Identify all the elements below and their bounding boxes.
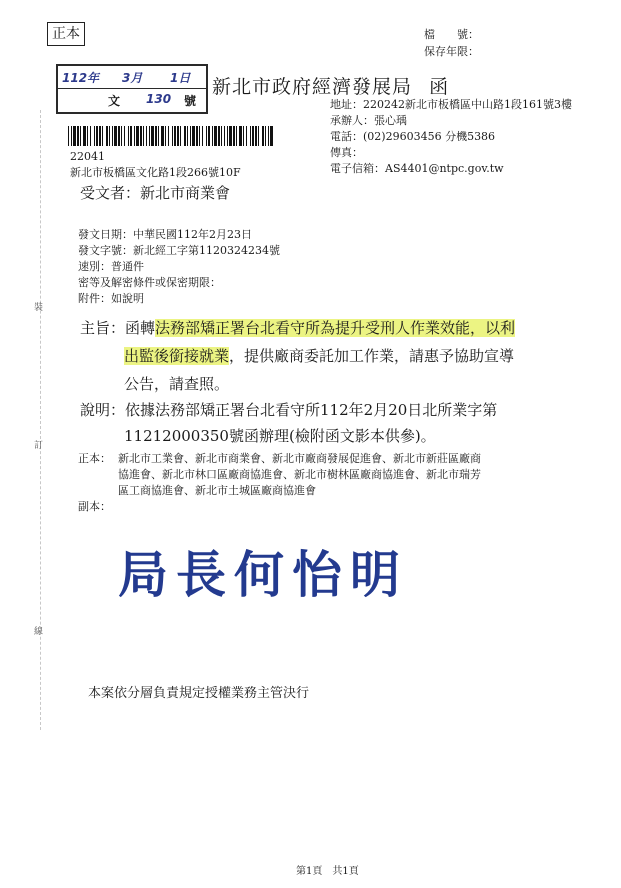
barcode-bar [146,126,147,146]
barcode-bar [68,126,69,146]
retention-period-label: 保存年限： [424,45,479,58]
barcode-bar [168,126,169,146]
barcode-bar [184,126,186,146]
barcode-bar [250,126,251,146]
barcode-bar [136,126,139,146]
receipt-year: 112年 [62,71,100,85]
subject-line-2 [124,342,514,370]
barcode-bar [236,126,237,146]
barcode-bar [177,126,179,146]
barcode-bar [71,126,72,146]
receipt-number: 130 [146,92,172,106]
barcode-bar [214,126,217,146]
barcode-bar [221,126,222,146]
barcode-bar [224,126,225,146]
barcode-bar [114,126,117,146]
original-copy-stamp: 正本 [47,22,85,46]
distribution-original-label: 正本： [78,452,111,465]
receipt-month: 3月 [122,71,143,85]
recipient-address: 新北市板橋區文化路1段266號10F [70,166,241,179]
document-type: 函 [429,76,450,98]
subject-highlight-1: 法務部矯正署台北看守所為提升受刑人作業效能，以利 [155,319,516,337]
delivery-speed: 速別：普通件 [78,260,144,273]
explanation-text-1: 依據法務部矯正署台北看守所112年2月20日北所業字第 [125,401,498,419]
barcode-bar [233,126,235,146]
agency-name: 新北市政府經濟發展局 [212,76,413,98]
authority-statement: 本案依分層負責規定授權業務主管決行 [88,686,310,701]
barcode-bar [268,126,269,146]
margin-mark-ding: 訂 [34,441,44,451]
barcode-bar [128,126,129,146]
page-footer: 第1頁 共1頁 [296,866,359,877]
subject-pre: 函轉 [125,319,156,337]
barcode-bar [196,126,198,146]
contact-fax: 傳真： [330,146,363,159]
barcode-bar [165,126,166,146]
document-title [212,72,449,99]
barcode-bar [83,126,86,146]
margin-mark-zhuang: 裝 [34,303,44,313]
barcode-bar [190,126,191,146]
barcode-bar [206,126,207,146]
receipt-day: 1日 [170,71,191,85]
subject-line-1 [80,314,515,342]
subject-line-2-rest: ，提供廠商委託加工作業，請惠予協助宣導 [229,347,515,365]
barcode-bar [99,126,101,146]
barcode-bar [80,126,81,146]
contact-officer: 承辦人：張心瑀 [330,114,407,127]
barcode-bar [243,126,244,146]
director-signature-stamp: 局長何怡明 [118,546,408,604]
barcode-bar [87,126,88,146]
recipient-postal-code: 22041 [70,150,105,163]
barcode-bar [174,126,176,146]
barcode-bar [255,126,257,146]
receipt-stamp [56,64,208,114]
barcode-bar [102,126,103,146]
barcode-bar [96,126,98,146]
barcode-bar [149,126,150,146]
barcode-bar [227,126,228,146]
barcode-bar [155,126,157,146]
barcode-bar [239,126,242,146]
subject-line-3: 公告，請查照。 [124,375,230,393]
barcode-bar [109,126,110,146]
margin-mark-xian: 線 [34,627,44,637]
distribution-original-line-3: 區工商協進會、新北市土城區廠商協進會 [118,484,316,497]
secrecy-level: 密等及解密條件或保密期限： [78,276,221,289]
barcode-bar [112,126,113,146]
barcode-bar [158,126,159,146]
barcode-bar [187,126,188,146]
file-number-label: 檔 號： [424,28,479,41]
explanation-label: 說明： [80,401,126,419]
barcode-bar [118,126,120,146]
barcode-bar [202,126,203,146]
barcode-bar [229,126,232,146]
barcode-bar [140,126,142,146]
issue-date: 發文日期：中華民國112年2月23日 [78,228,252,241]
barcode-bar [130,126,132,146]
barcode-bar [124,126,125,146]
barcode-bar [161,126,164,146]
barcode-bar [151,126,154,146]
barcode-bar [218,126,220,146]
barcode-bar [121,126,122,146]
issue-number: 發文字號：新北經工字第1120324234號 [78,244,280,257]
barcode-bar [212,126,213,146]
barcode-bar [252,126,254,146]
barcode-bar [90,126,91,146]
barcode [68,126,274,146]
barcode-bar [270,126,273,146]
distribution-original-line-1: 新北市工業會、新北市商業會、新北市廠商發展促進會、新北市新莊區廠商 [118,452,481,465]
contact-phone: 電話：(02)29603456 分機5386 [330,130,496,143]
barcode-bar [262,126,264,146]
binding-line [40,110,41,730]
barcode-bar [94,126,95,146]
distribution-original-line-2: 協進會、新北市林口區廠商協進會、新北市樹林區廠商協進會、新北市瑞芳 [118,468,481,481]
barcode-bar [265,126,266,146]
receipt-wen-label: 文 [108,94,121,108]
barcode-bar [134,126,135,146]
subject-highlight-2: 出監後銜接就業 [124,347,230,365]
receipt-hao-label: 號 [184,94,197,108]
subject-label: 主旨： [80,319,126,337]
recipient-line: 受文者：新北市商業會 [80,184,231,202]
barcode-bar [258,126,259,146]
barcode-bar [246,126,247,146]
distribution-copy-label: 副本： [78,500,111,513]
contact-email: 電子信箱：AS4401@ntpc.gov.tw [330,162,504,175]
explanation-line-1 [80,396,497,424]
barcode-bar [73,126,76,146]
barcode-bar [208,126,210,146]
barcode-bar [192,126,195,146]
barcode-bar [180,126,181,146]
barcode-bar [143,126,144,146]
barcode-bar [172,126,173,146]
barcode-bar [106,126,108,146]
attachment-info: 附件：如說明 [78,292,144,305]
barcode-bar [77,126,79,146]
barcode-bar [199,126,200,146]
explanation-line-2: 11212000350號函辦理(檢附函文影本供參)。 [124,427,436,445]
contact-address: 地址：220242新北市板橋區中山路1段161號3樓 [330,98,572,111]
